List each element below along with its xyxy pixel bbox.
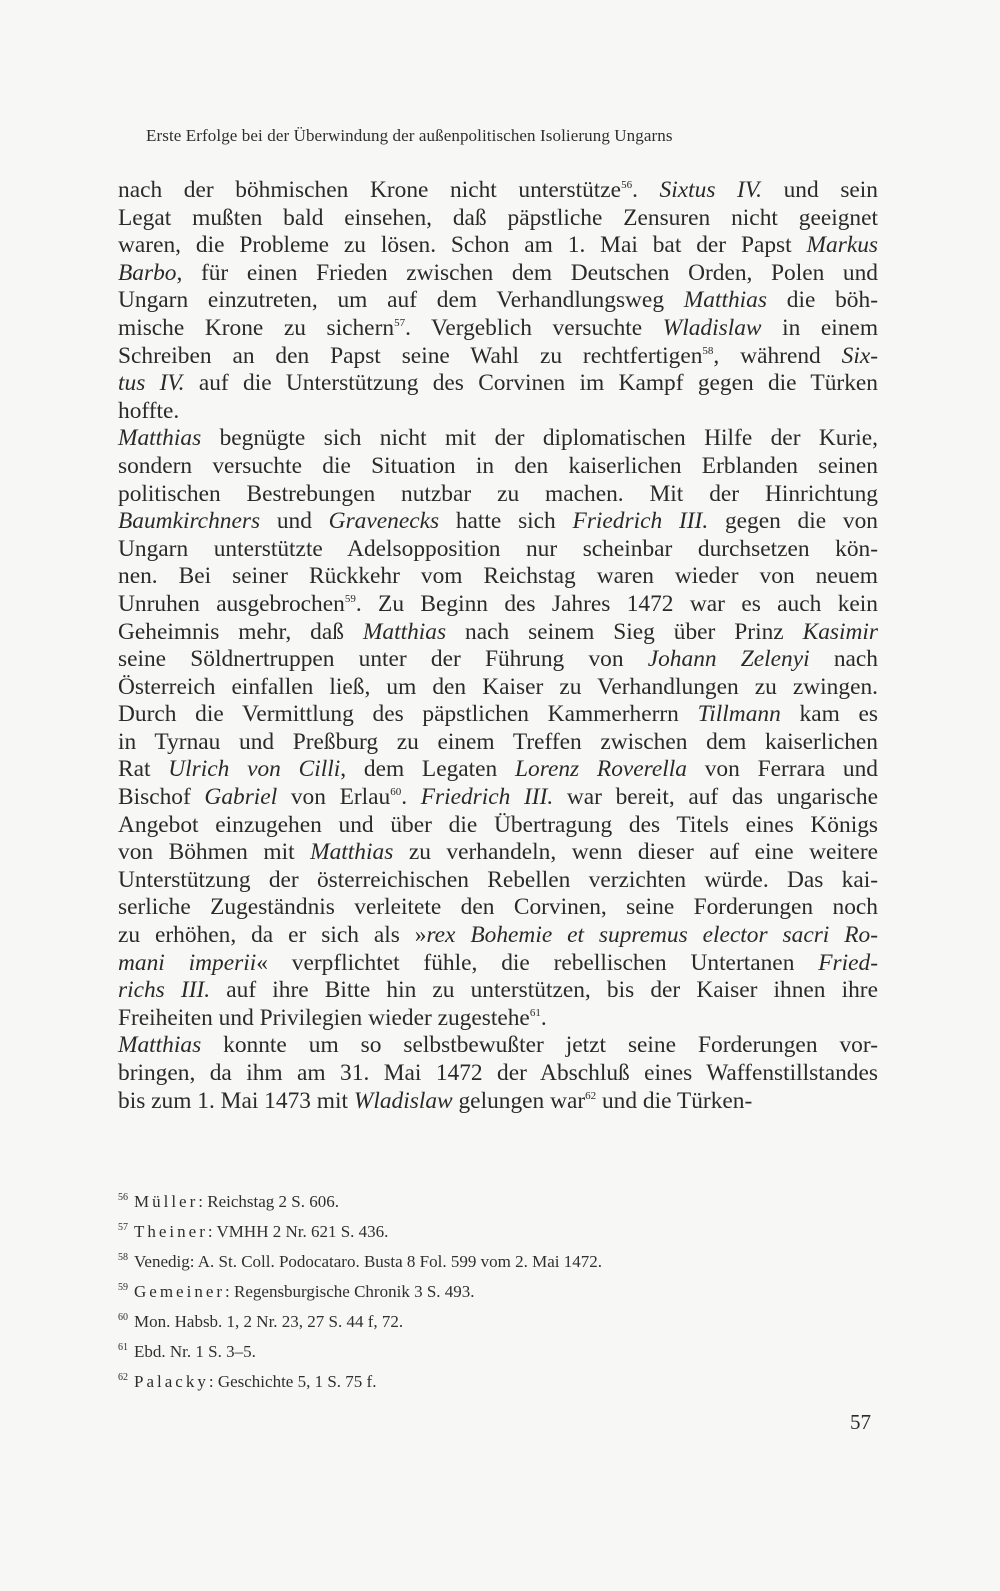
footnote — [118, 1337, 878, 1367]
text-line — [118, 701, 878, 729]
text-run: begnügte sich nicht mit der diplomatischen Hilfe der Kurie, — [201, 425, 878, 452]
italic-name: Barbo — [118, 259, 177, 286]
italic-name: Matthias — [310, 839, 394, 866]
text-run: zu verhandeln, wenn dieser auf eine weitere — [393, 839, 878, 866]
text-line — [118, 508, 878, 536]
text-run: bis zum 1. Mai 1473 mit — [118, 1087, 354, 1114]
footnote: $^{56}$ Müller: Reichstag 2 S. 606. — [118, 1192, 340, 1211]
italic-name: Matthias — [118, 1032, 202, 1059]
text-line — [118, 1088, 878, 1116]
footnotes — [118, 1187, 878, 1397]
footnote-text: VMHH 2 Nr. 621 S. 436. — [216, 1222, 389, 1241]
text-line — [118, 370, 878, 398]
footnote-number: 56 — [118, 1192, 128, 1204]
text-run: . — [540, 1004, 547, 1031]
italic-name: Matthias — [118, 425, 202, 452]
italic-name: mani imperii — [118, 949, 257, 976]
text-line — [118, 950, 878, 978]
footnote: $^{59}$ Gemeiner: Regensburgische Chronik 3 S. 493. — [118, 1282, 475, 1301]
italic-name: Matthias — [683, 287, 767, 314]
text-line — [118, 315, 878, 343]
text-line — [118, 977, 878, 1005]
text-line — [118, 729, 878, 757]
text-run: auf die Unterstützung des Corvinen im Kampf gegen die Türken — [184, 370, 878, 397]
footnote-text: Reichstag 2 S. 606. — [207, 1192, 340, 1211]
text-run: . — [632, 177, 660, 203]
text-line — [118, 287, 878, 315]
text-line — [118, 591, 878, 619]
footnote-author: Theiner — [134, 1222, 208, 1241]
text-run: zu erhöhen, da er sich als » — [118, 922, 427, 949]
text-line — [118, 343, 878, 371]
text-run: in Tyrnau und Preßburg zu einem Treffen zwischen dem kaiserlichen — [118, 728, 878, 755]
italic-name: Wladislaw — [353, 1087, 453, 1114]
text-run: auf ihre Bitte hin zu unterstützen, bis der Kaiser ihnen ihre — [210, 977, 878, 1004]
italic-name: Gravenecks — [328, 508, 440, 535]
text-run: Geheimnis mehr, daß — [118, 618, 363, 645]
italic-name: Friedrich III. — [572, 508, 709, 535]
text-run: nach seinem Sieg über Prinz — [446, 618, 803, 645]
footnote-text: Regensburgische Chronik 3 S. 493. — [234, 1282, 475, 1301]
text-run: serliche Zugeständnis verleitete den Corvinen, seine Forderungen noch — [118, 894, 878, 921]
italic-name: tus IV. — [118, 370, 185, 397]
text-line — [118, 481, 878, 509]
italic-name: richs III. — [118, 977, 211, 1004]
italic-name: Fried- — [818, 949, 879, 976]
footnote-number: 62 — [118, 1372, 128, 1384]
italic-name: Markus — [806, 232, 878, 259]
text-run: von Ferrara und — [686, 756, 878, 783]
text-run: sondern versuchte die Situation in den kaiserlichen Erblanden seinen — [118, 452, 878, 479]
page-number: 57 — [850, 1410, 871, 1434]
footnote-number: 57 — [118, 1222, 128, 1234]
text-line — [118, 812, 878, 840]
text-line — [118, 619, 878, 647]
text-run: Legat mußten bald einsehen, daß päpstliche Zensuren nicht geeignet — [118, 204, 878, 231]
footnote-number: 59 — [118, 1282, 128, 1294]
text-run: Ungarn unterstützte Adelsopposition nur scheinbar durchsetzen kön- — [118, 535, 878, 562]
text-run: Freiheiten und Privilegien wieder zugestehe — [118, 1004, 530, 1031]
text-line — [118, 756, 878, 784]
italic-name: Wladislaw — [662, 314, 762, 341]
text-run: kam es — [780, 701, 879, 728]
text-line — [118, 398, 878, 426]
text-run: , während — [713, 342, 842, 369]
text-line — [118, 536, 878, 564]
text-run: hatte sich — [439, 508, 573, 535]
text-run: Angebot einzugehen und über die Übertragung des Titels eines Königs — [118, 811, 878, 838]
text-run: bringen, da ihm am 31. Mai 1472 der Abschluß eines Waffenstillstandes — [118, 1060, 878, 1086]
text-run: Bischof — [118, 784, 205, 811]
text-line — [118, 674, 878, 702]
text-run: Unruhen ausgebrochen — [118, 590, 345, 617]
text-run: seine Söldnertruppen unter der Führung von — [118, 646, 648, 673]
text-run: « verpflichtet fühle, die rebellischen Untertanen — [256, 949, 819, 976]
footnote — [118, 1307, 878, 1337]
text-run: von Böhmen mit — [118, 839, 311, 866]
italic-name: Sixtus IV. — [659, 177, 762, 203]
text-run: mische Krone zu sichern — [118, 314, 395, 341]
footnote-text: Ebd. Nr. 1 S. 3–5. — [134, 1342, 256, 1361]
italic-name: rex Bohemie et supremus elector sacri Ro- — [426, 922, 879, 949]
italic-name: Six- — [841, 342, 878, 369]
text-run: nach der böhmischen Krone nicht unterstütze — [118, 177, 622, 203]
text-line — [118, 1060, 878, 1088]
text-run: und — [260, 508, 329, 535]
text-line — [118, 563, 878, 591]
text-run: gelungen war — [452, 1087, 586, 1114]
text-run: Schreiben an den Papst seine Wahl zu rechtfertigen — [118, 342, 703, 369]
text-line — [118, 867, 878, 895]
italic-name: Tillmann — [697, 701, 781, 728]
italic-name: Kasimir — [802, 618, 878, 645]
text-run: . Vergeblich versuchte — [405, 314, 663, 341]
italic-name: Ulrich von Cilli — [168, 756, 341, 783]
text-run: . Zu Beginn des Jahres 1472 war es auch kein — [355, 590, 878, 617]
text-run: Ungarn einzutreten, um auf dem Verhandlungsweg — [118, 287, 684, 314]
italic-name: Johann Zelenyi — [647, 646, 810, 673]
footnote-ref: 57 — [394, 317, 406, 330]
text-run: nach — [809, 646, 878, 673]
italic-name: Baumkirchners — [118, 508, 261, 535]
footnote: $^{57}$ Theiner: VMHH 2 Nr. 621 S. 436. — [118, 1222, 389, 1241]
footnote-ref: 59 — [344, 593, 356, 606]
text-run: , für einen Frieden zwischen dem Deutschen Orden, Polen und — [176, 259, 878, 286]
footnote-author: Müller — [134, 1192, 199, 1211]
footnote-ref: 56 — [621, 179, 633, 192]
text-run: . — [401, 784, 421, 811]
footnote-ref: 60 — [390, 786, 402, 799]
text-line — [118, 177, 878, 205]
text-line — [118, 922, 878, 950]
text-line — [118, 646, 878, 674]
text-line — [118, 894, 878, 922]
text-run: und die Türken- — [596, 1087, 753, 1114]
text-run: Österreich einfallen ließ, um den Kaiser zu Verhandlungen zu zwingen. — [118, 673, 878, 700]
footnote: $^{62}$ Palacky: Geschichte 5, 1 S. 75 f. — [118, 1372, 377, 1391]
footnote-text: Venedig: A. St. Coll. Podocataro. Busta 8 Fol. 599 vom 2. Mai 1472. — [134, 1252, 602, 1271]
text-line — [118, 1032, 878, 1060]
text-line — [118, 453, 878, 481]
italic-name: Gabriel — [204, 784, 278, 811]
italic-name: Lorenz Roverella — [515, 756, 687, 783]
text-run: von Erlau — [277, 784, 391, 811]
italic-name: Matthias — [362, 618, 447, 645]
text-line — [118, 784, 878, 812]
text-run: hoffte. — [118, 397, 180, 424]
footnote-number: 60 — [118, 1312, 128, 1324]
footnote-ref: 61 — [529, 1007, 541, 1020]
text-run: gegen die von — [708, 508, 878, 535]
footnote-number: 58 — [118, 1252, 128, 1264]
text-run: konnte um so selbstbewußter jetzt seine Forderungen vor- — [201, 1032, 878, 1059]
footnote-ref: 58 — [702, 344, 714, 357]
text-run: Unterstützung der österreichischen Rebellen verzichten würde. Das kai- — [118, 866, 878, 893]
main-text — [118, 177, 878, 1115]
text-line — [118, 839, 878, 867]
italic-name: Friedrich III. — [420, 784, 554, 811]
text-run: die böh- — [766, 287, 878, 314]
footnote-text: Geschichte 5, 1 S. 75 f. — [217, 1372, 377, 1391]
text-run: politischen Bestrebungen nutzbar zu machen. Mit der Hinrichtung — [118, 480, 878, 507]
text-line — [118, 1005, 878, 1033]
text-run: Rat — [118, 756, 169, 783]
text-run: nen. Bei seiner Rückkehr vom Reichstag waren wieder von neuem — [118, 563, 878, 590]
text-line — [118, 425, 878, 453]
text-run: in einem — [761, 314, 879, 341]
footnote-ref: 62 — [585, 1089, 597, 1102]
footnote-text: Mon. Habsb. 1, 2 Nr. 23, 27 S. 44 f, 72. — [134, 1312, 404, 1331]
footnote-author: Gemeiner — [134, 1282, 226, 1301]
text-run: Durch die Vermittlung des päpstlichen Kammerherrn — [118, 701, 698, 728]
footnote-number: 61 — [118, 1342, 128, 1354]
text-line — [118, 205, 878, 233]
text-run: war bereit, auf das ungarische — [553, 784, 878, 811]
text-run: und sein — [761, 177, 878, 203]
footnote-author: Palacky — [134, 1372, 209, 1391]
running-header: Erste Erfolge bei der Überwindung der außenpolitischen Isolierung Ungarns — [146, 126, 673, 145]
text-run: , dem Legaten — [340, 756, 516, 783]
text-run: waren, die Probleme zu lösen. Schon am 1. Mai bat der Papst — [118, 232, 807, 259]
footnote — [118, 1247, 878, 1277]
text-line — [118, 232, 878, 260]
text-line — [118, 260, 878, 288]
